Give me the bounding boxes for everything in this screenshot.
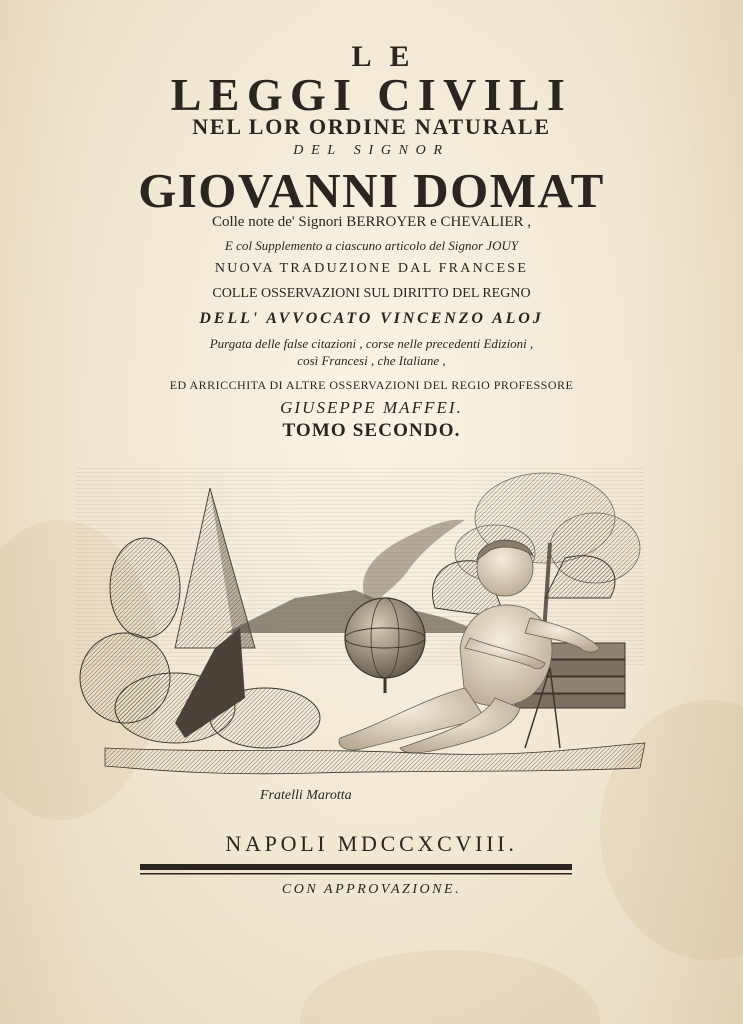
professor-name: GIUSEPPE MAFFEI.: [280, 398, 463, 417]
del-signor-line: DEL SIGNOR: [293, 143, 450, 158]
volume-line: TOMO SECONDO.: [282, 420, 461, 441]
title-main: LEGGI CIVILI: [170, 69, 573, 120]
title-line-le: LE: [351, 40, 428, 73]
translation-line: NUOVA TRADUZIONE DAL FRANCESE: [214, 261, 529, 276]
notes-line: Colle note de' Signori BERROYER e CHEVALIER ,: [211, 214, 532, 230]
globe: [345, 598, 425, 693]
purgata-line-2: così Francesi , che Italiane ,: [297, 353, 446, 368]
engraved-vignette: [65, 448, 655, 793]
engraver-signature: Fratelli Marotta: [260, 788, 352, 803]
paper-stain: [300, 950, 600, 1024]
double-rule: [140, 862, 572, 878]
imprint-line: NAPOLI MDCCXCVIII.: [225, 831, 518, 856]
lawyer-line: DELL' AVVOCATO VINCENZO ALOJ: [199, 310, 544, 327]
approval-line: CON APPROVAZIONE.: [281, 882, 462, 897]
supplement-line: E col Supplemento a ciascuno articolo del Signor JOUY: [224, 238, 519, 253]
ground: [105, 743, 645, 774]
subtitle-ordine: NEL LOR ORDINE NATURALE: [192, 114, 551, 139]
arricchita-line: ED ARRICCHITA DI ALTRE OSSERVAZIONI DEL REGIO PROFESSORE: [169, 378, 574, 392]
author-name: GIOVANNI DOMAT: [138, 163, 605, 218]
observations-line: COLLE OSSERVAZIONI SUL DIRITTO DEL REGNO: [212, 286, 531, 301]
purgata-line-1: Purgata delle false citazioni , corse nelle precedenti Edizioni ,: [209, 336, 534, 351]
